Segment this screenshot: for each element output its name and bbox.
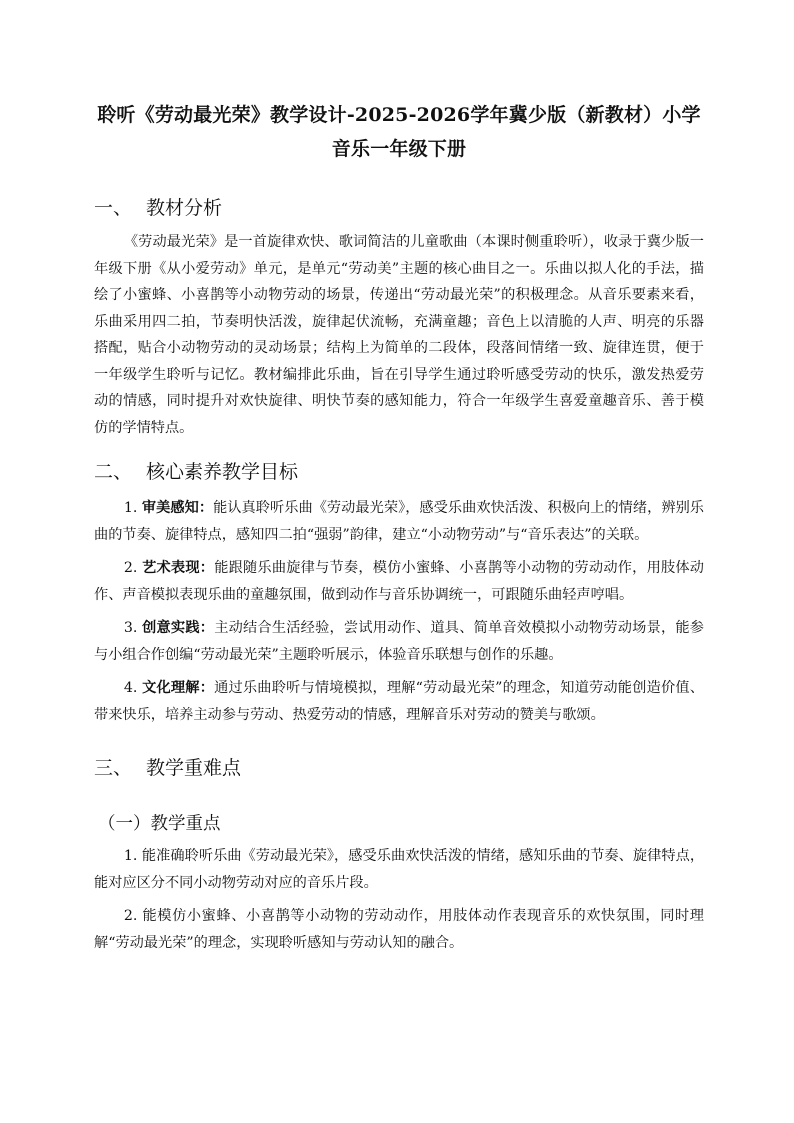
key-point-item xyxy=(94,903,704,956)
item-number: 2. xyxy=(123,560,138,576)
document-title: 聆听《劳动最光荣》教学设计-2025-2026学年冀少版（新教材）小学音乐一年级下册 xyxy=(97,104,701,160)
goals-list xyxy=(94,495,704,728)
item-text: 主动结合生活经验，尝试用动作、道具、简单音效模拟小动物劳动场景，能参与小组合作创编“劳动最光荣”主题聆听展示，体验音乐联想与创作的乐趣。 xyxy=(94,620,704,663)
item-lead: 艺术表现： xyxy=(142,560,215,576)
section-number: 三、 xyxy=(94,757,133,779)
section-number: 一、 xyxy=(94,197,133,219)
section-heading-goals xyxy=(94,458,704,486)
goal-item-cultural xyxy=(94,675,704,728)
item-text: 能模仿小蜜蜂、小喜鹊等小动物的劳动动作，用肢体动作表现音乐的欢快氛围，同时理解“劳动最光荣”的理念，实现聆听感知与劳动认知的融合。 xyxy=(94,908,704,951)
key-points-list xyxy=(94,843,704,956)
analysis-paragraph: 《劳动最光荣》是一首旋律欢快、歌词简洁的儿童歌曲（本课时侧重聆听），收录于冀少版一年级下册《从小爱劳动》单元，是单元“劳动美”主题的核心曲目之一。乐曲以拟人化的手法，描绘了小蜜蜂、小喜鹊等小动物劳动的场景，传递出“劳动最光荣”的积极理念。从音乐要素来看，乐曲采用四二拍，节奏明快活泼，旋律起伏流畅，充满童趣；音色上以清脆的人声、明亮的乐器搭配，贴合小动物劳动的灵动场景；结构上为简单的二段体，段落间情绪一致、旋律连贯，便于一年级学生聆听与记忆。教材编排此乐曲，旨在引导学生通过聆听感受劳动的快乐，激发热爱劳动的情感，同时提升对欢快旋律、明快节奏的感知能力，符合一年级学生喜爱童趣音乐、善于模仿的学情特点。 xyxy=(94,234,704,436)
key-point-item xyxy=(94,843,704,896)
section-heading-text: 教材分析 xyxy=(146,197,223,219)
goal-item-aesthetic xyxy=(94,495,704,548)
item-lead: 审美感知： xyxy=(141,500,214,516)
section-heading-analysis xyxy=(94,194,704,222)
item-text: 通过乐曲聆听与情境模拟，理解“劳动最光荣”的理念，知道劳动能创造价值、带来快乐，培养主动参与劳动、热爱劳动的情感，理解音乐对劳动的赞美与歌颂。 xyxy=(94,680,704,723)
section-heading-text: 教学重难点 xyxy=(146,757,242,779)
goal-item-creative xyxy=(94,615,704,668)
item-number: 3. xyxy=(123,620,138,636)
item-text: 能准确聆听乐曲《劳动最光荣》，感受乐曲欢快活泼的情绪，感知乐曲的节奏、旋律特点，能对应区分不同小动物劳动对应的音乐片段。 xyxy=(94,848,705,891)
item-text: 能认真聆听乐曲《劳动最光荣》，感受乐曲欢快活泼、积极向上的情绪，辨别乐曲的节奏、旋律特点，感知四二拍“强弱”韵律，建立“小动物劳动”与“音乐表达”的关联。 xyxy=(94,500,704,543)
item-number: 1. xyxy=(123,848,138,864)
item-text: 能跟随乐曲旋律与节奏，模仿小蜜蜂、小喜鹊等小动物的劳动动作，用肢体动作、声音模拟表现乐曲的童趣氛围，做到动作与音乐协调统一，可跟随乐曲轻声哼唱。 xyxy=(94,560,704,603)
section-number: 二、 xyxy=(94,461,133,483)
goal-item-artistic xyxy=(94,555,704,608)
subsection-heading-key-points: （一）教学重点 xyxy=(98,814,221,834)
section-heading-text: 核心素养教学目标 xyxy=(146,461,299,483)
item-lead: 创意实践： xyxy=(142,620,215,636)
item-lead: 文化理解： xyxy=(142,680,215,696)
item-number: 1. xyxy=(123,500,138,516)
section-heading-difficulty xyxy=(94,754,704,782)
item-number: 2. xyxy=(123,908,138,924)
item-number: 4. xyxy=(123,680,138,696)
